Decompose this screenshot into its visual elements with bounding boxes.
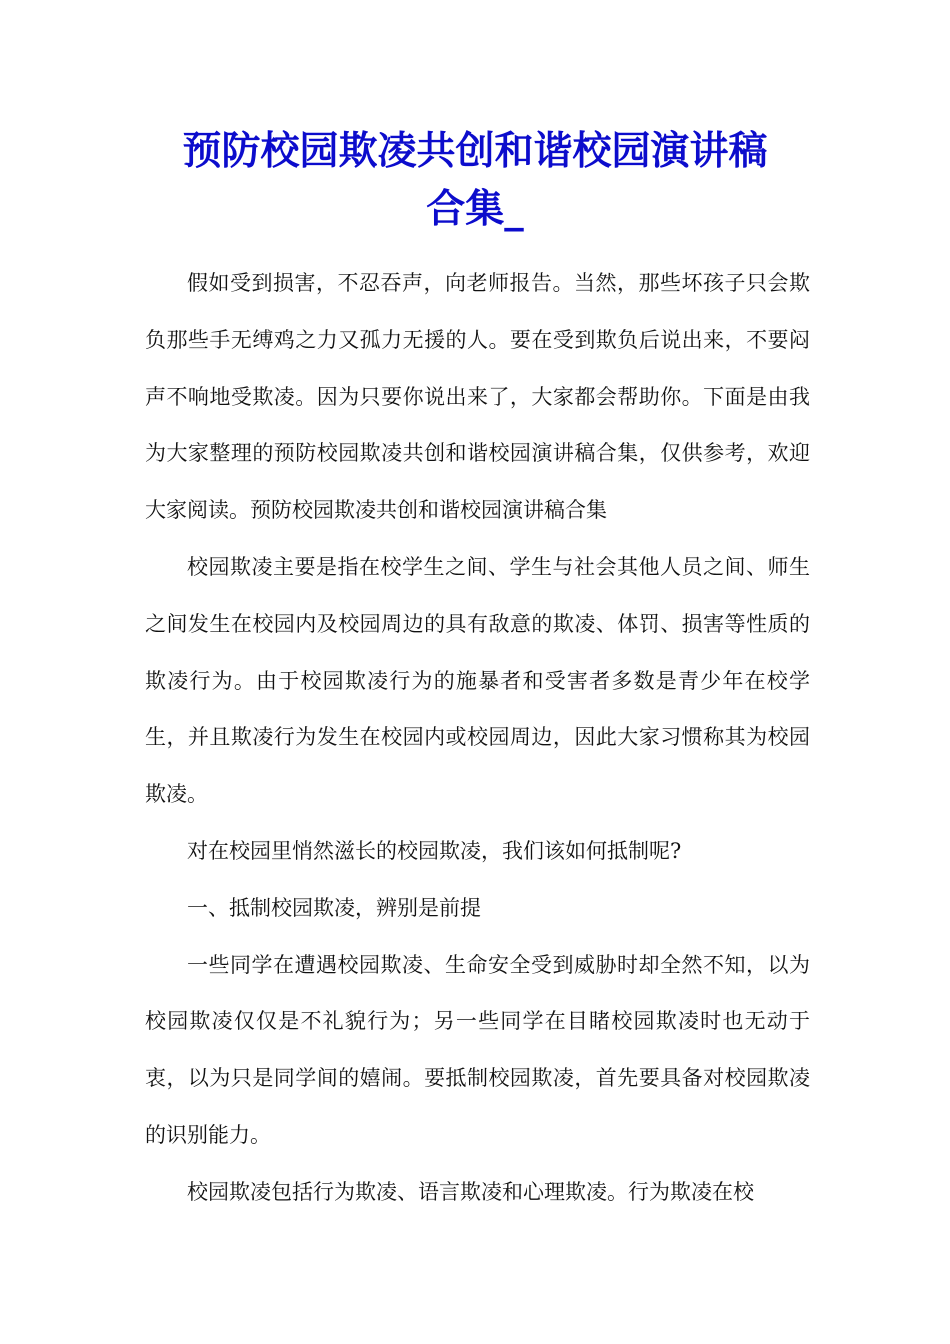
document-body <box>145 255 810 1221</box>
document-title <box>100 122 850 238</box>
paragraph-types: 校园欺凌包括行为欺凌、语言欺凌和心理欺凌。行为欺凌在校 <box>187 1179 754 1204</box>
paragraph-definition: 校园欺凌主要是指在校学生之间、学生与社会其他人员之间、师生之间发生在校园内及校园周边的具有敌意的欺凌、体罚、损害等性质的欺凌行为。由于校园欺凌行为的施暴者和受害者多数是青少年在校学生，并且欺凌行为发生在校园内或校园周边，因此大家习惯称其为校园欺凌。 <box>145 554 810 807</box>
title-line-1: 预防校园欺凌共创和谐校园演讲稿 <box>182 128 768 174</box>
paragraph-intro: 假如受到损害，不忍吞声，向老师报告。当然，那些坏孩子只会欺负那些手无缚鸡之力又孤力无援的人。要在受到欺负后说出来，不要闷声不响地受欺凌。因为只要你说出来了，大家都会帮助你。下面是由我为大家整理的预防校园欺凌共创和谐校园演讲稿合集，仅供参考，欢迎大家阅读。预防校园欺凌共创和谐校园演讲稿合集 <box>145 271 810 523</box>
paragraph-question: 对在校园里悄然滋长的校园欺凌，我们该如何抵制呢? <box>187 838 682 863</box>
section-heading-1: 一、抵制校园欺凌，辨别是前提 <box>187 895 481 920</box>
paragraph-identification: 一些同学在遭遇校园欺凌、生命安全受到威胁时却全然不知，以为校园欺凌仅仅是不礼貌行为；另一些同学在目睹校园欺凌时也无动于衷，以为只是同学间的嬉闹。要抵制校园欺凌，首先要具备对校园欺凌的识别能力。 <box>145 952 810 1147</box>
title-line-2: 合集_ <box>426 186 524 232</box>
